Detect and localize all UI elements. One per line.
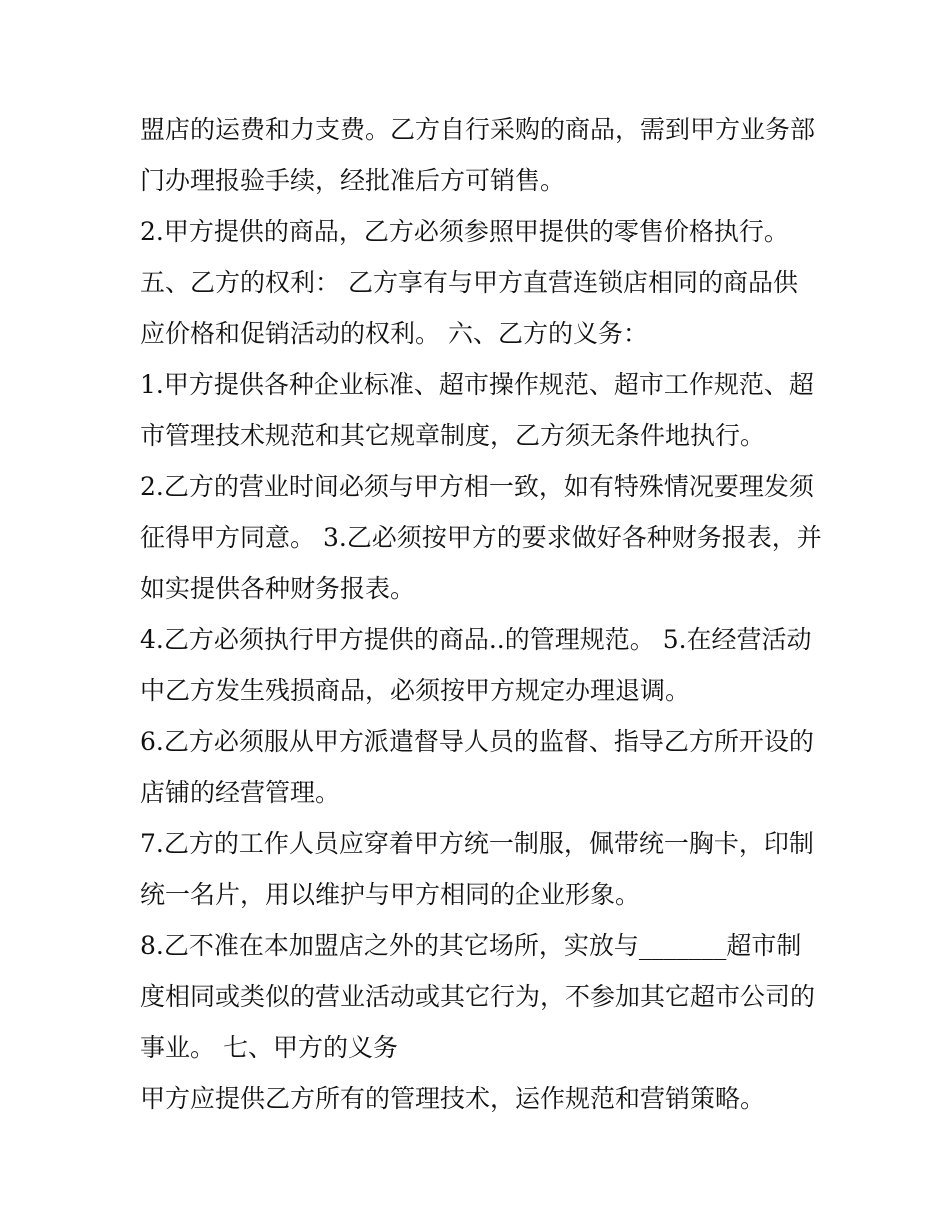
text-line: 2.甲方提供的商品，乙方必须参照甲提供的零售价格执行。 — [140, 217, 789, 246]
text-line: 盟店的运费和力支费。乙方自行采购的商品，需到甲方业务部 — [140, 115, 816, 144]
text-line: 应价格和促销活动的权利。 六、乙方的义务： — [140, 319, 648, 348]
text-line: 五、乙方的权利： 乙方享有与甲方直营连锁店相同的商品供 — [140, 268, 798, 297]
text-line: 门办理报验手续，经批准后方可销售。 — [140, 166, 566, 195]
text-line: 度相同或类似的营业活动或其它行为，不参加其它超市公司的 — [140, 982, 816, 1011]
text-line: 统一名片，用以维护与甲方相同的企业形象。 — [140, 880, 641, 909]
text-line: 8.乙不准在本加盟店之外的其它场所，实放与_______超市制 — [140, 931, 802, 960]
text-line: 4.乙方必须执行甲方提供的商品..的管理规范。 5.在经营活动 — [140, 625, 812, 654]
text-line: 店铺的经营管理。 — [140, 778, 341, 807]
text-line: 中乙方发生残损商品，必须按甲方规定办理退调。 — [140, 676, 691, 705]
text-line: 6.乙方必须服从甲方派遣督导人员的监督、指导乙方所开设的 — [140, 727, 814, 756]
document-body — [140, 104, 820, 1124]
text-line: 1.甲方提供各种企业标准、超市操作规范、超市工作规范、超 — [140, 370, 814, 399]
text-line: 征得甲方同意。 3.乙必须按甲方的要求做好各种财务报表，并 — [140, 523, 822, 552]
text-line: 事业。 七、甲方的义务 — [140, 1033, 398, 1062]
text-line: 市管理技术规范和其它规章制度，乙方须无条件地执行。 — [140, 421, 766, 450]
text-line: 2.乙方的营业时间必须与甲方相一致，如有特殊情况要理发须 — [140, 472, 814, 501]
text-line: 如实提供各种财务报表。 — [140, 574, 416, 603]
text-line: 7.乙方的工作人员应穿着甲方统一制服，佩带统一胸卡，印制 — [140, 829, 814, 858]
text-line: 甲方应提供乙方所有的管理技术，运作规范和营销策略。 — [140, 1084, 766, 1113]
